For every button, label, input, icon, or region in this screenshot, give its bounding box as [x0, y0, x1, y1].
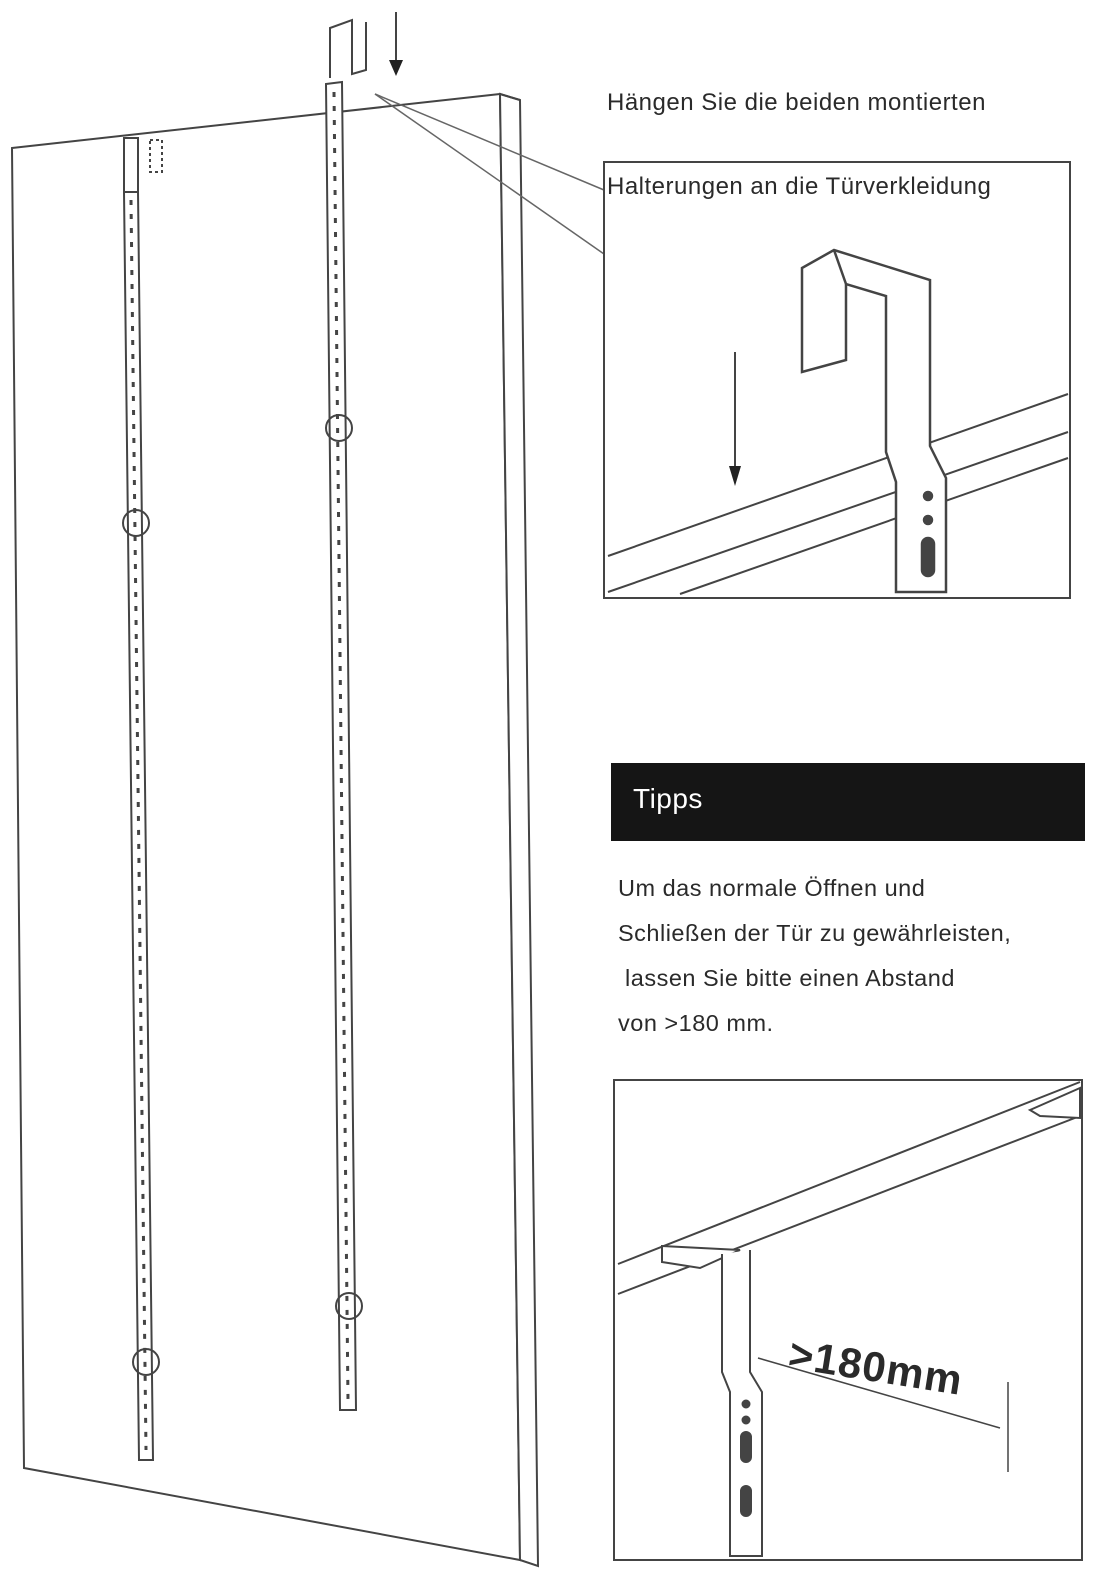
tips-line-2: Schließen der Tür zu gewährleisten, [618, 920, 1012, 946]
dimension-label: >180mm [785, 1330, 967, 1404]
tips-line-1: Um das normale Öffnen und [618, 875, 926, 901]
instruction-text [607, 40, 1037, 250]
detail-clearance-closeup [614, 1080, 1082, 1560]
instruction-line-1: Hängen Sie die beiden montierten [607, 89, 986, 116]
tips-title: Tipps [633, 783, 703, 814]
arrow-down-icon [389, 12, 403, 76]
tips-header-bar [611, 763, 1085, 841]
instruction-line-2: Halterungen an die Türverkleidung [607, 173, 992, 200]
tips-line-4: von >180 mm. [618, 1010, 774, 1036]
tips-body [618, 866, 1078, 1046]
tips-line-3: lassen Sie bitte einen Abstand [618, 965, 955, 991]
door-panel [12, 94, 538, 1566]
